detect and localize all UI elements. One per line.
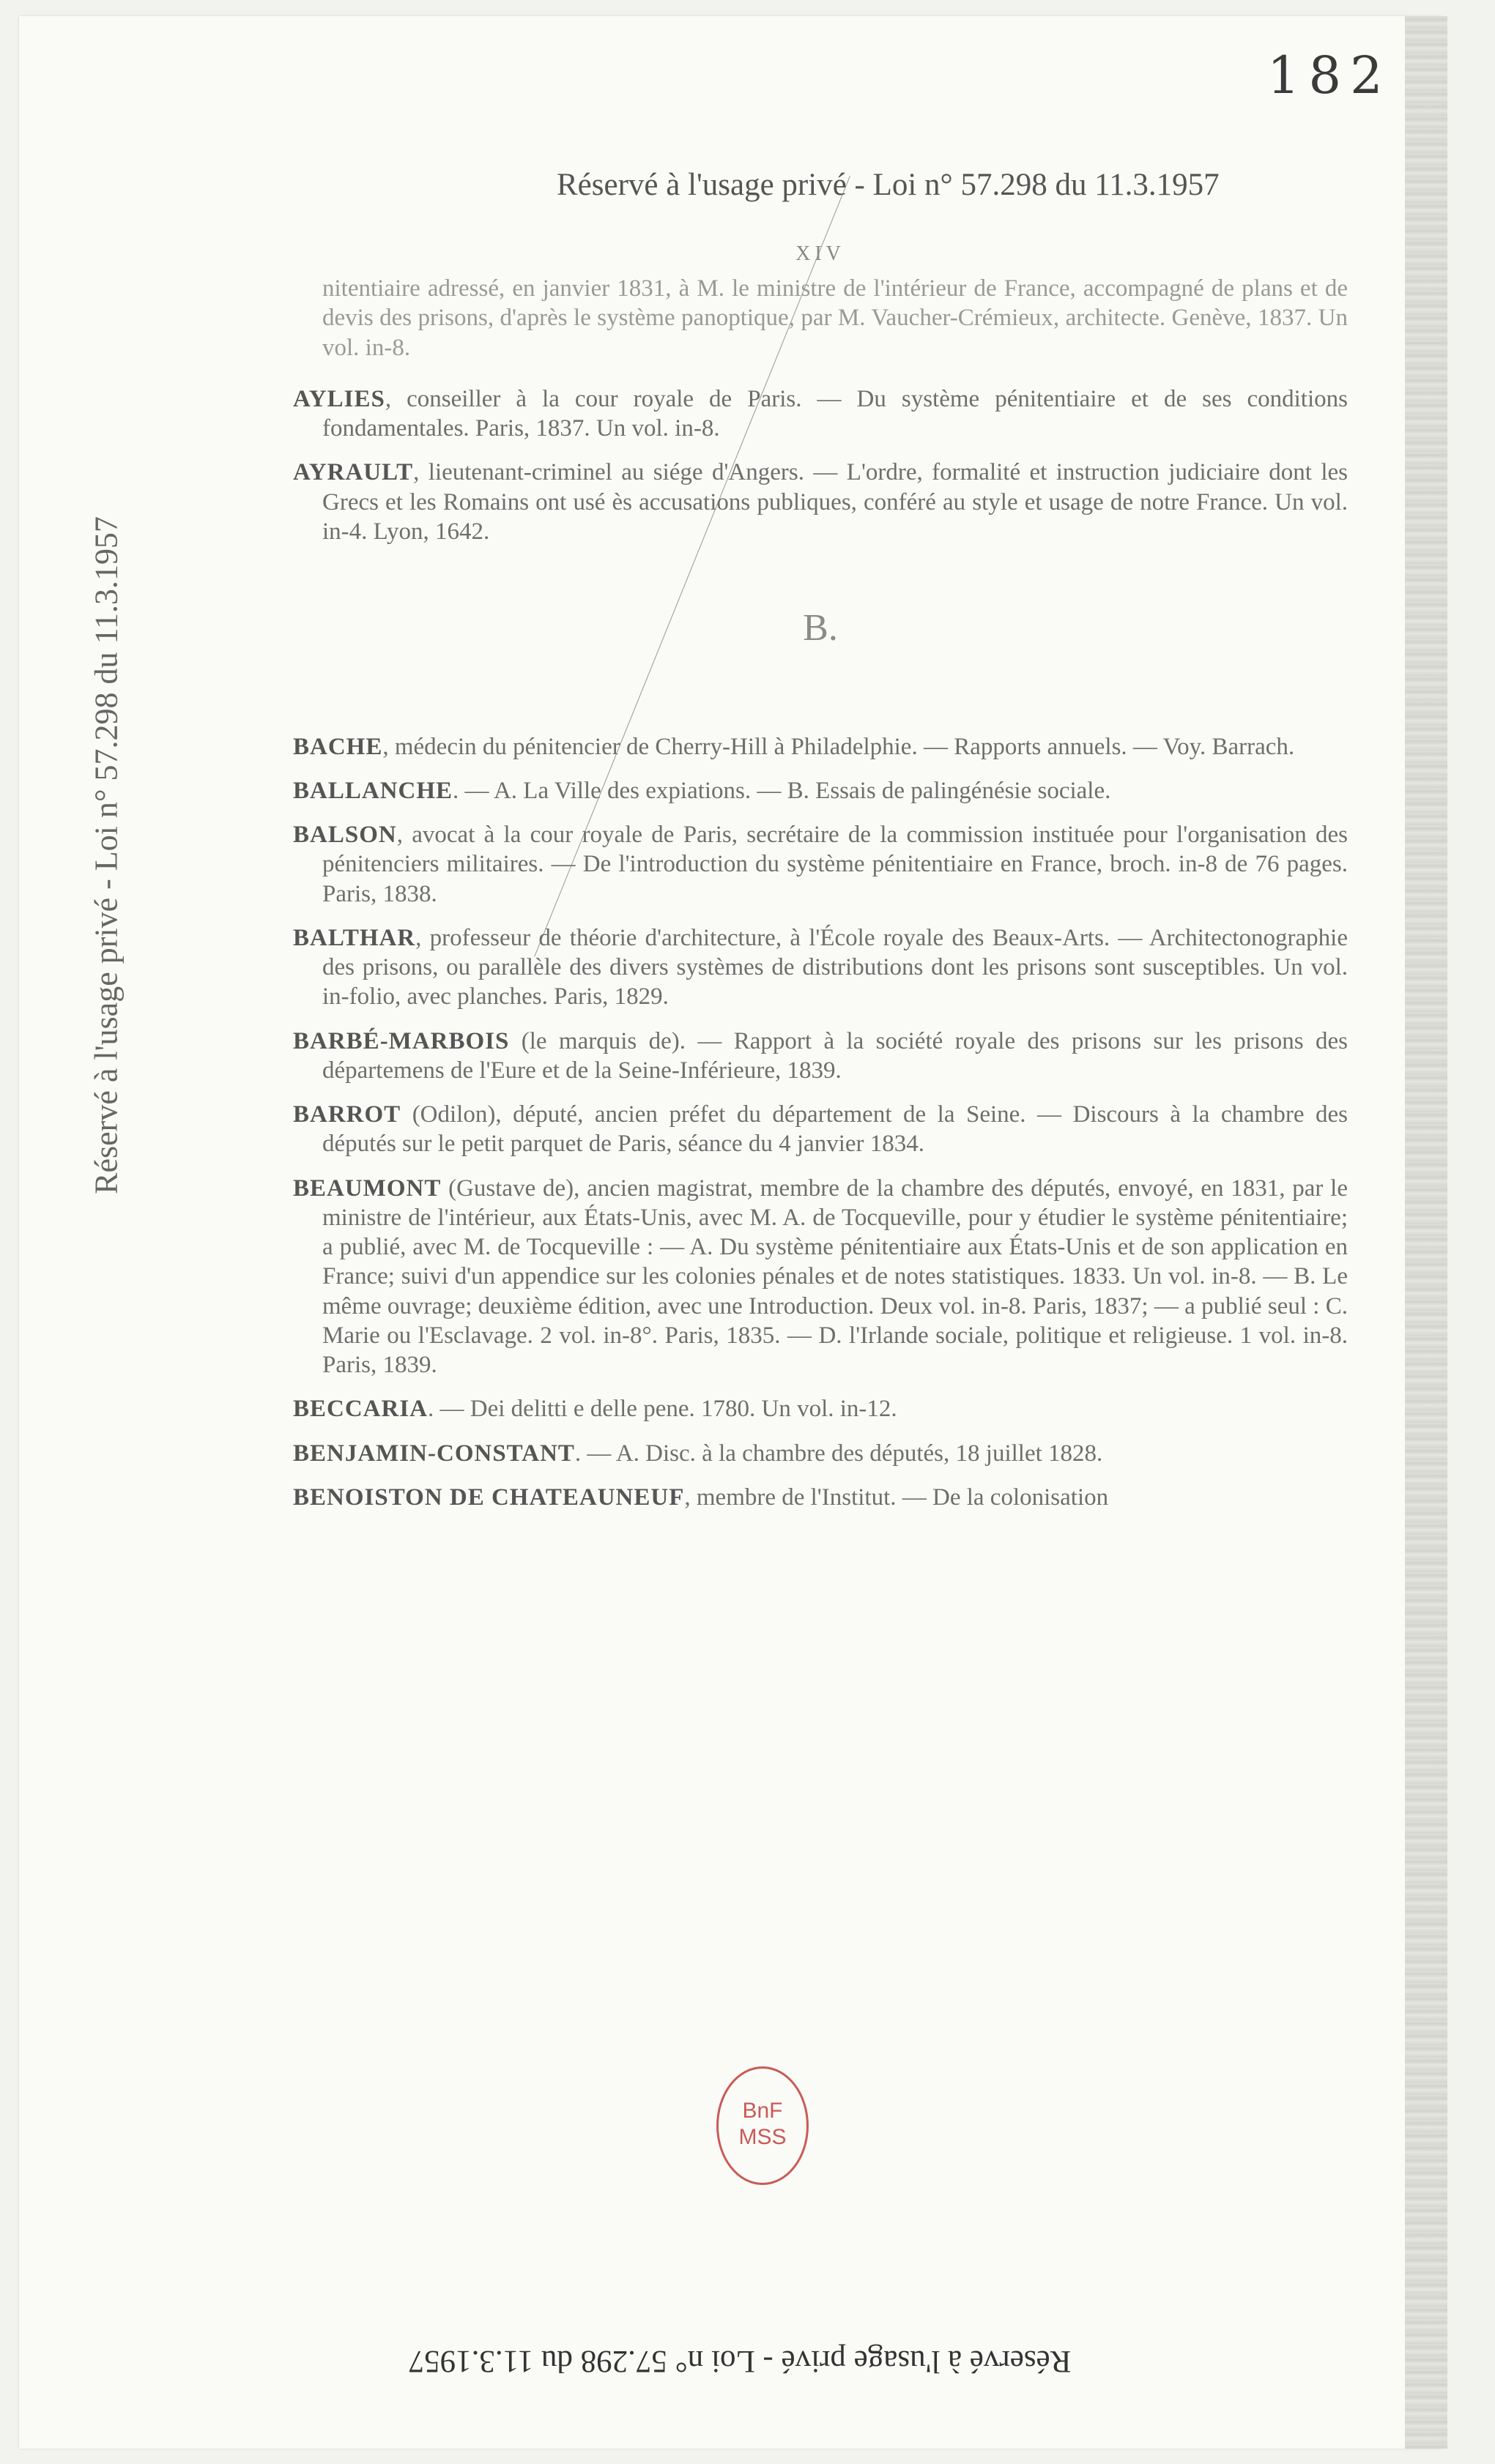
bibliography-entry — [293, 1483, 1348, 1512]
section-letter: B. — [803, 607, 838, 650]
entry-author: BARROT — [293, 1101, 401, 1128]
entries-a-list — [293, 384, 1348, 546]
entry-author: BARBÉ-MARBOIS — [293, 1027, 510, 1054]
entry-text: (Gustave de), ancien magistrat, membre de la chambre des députés, envoyé, en 1831, par le ministre de l'intérieur, aux États-Unis, avec M. A. de Tocqueville, pour y étudier le système pénitentiaire; a publié, avec M. de Tocqueville : — A. Du système pénitentiaire aux États-Unis et de son application en France; suivi d'un appendice sur les colonies pénales et de notes statistiques. 1833. Un vol. in-8. — B. Le même ouvrage; deuxième édition, avec une Introduction. Deux vol. in-8. Paris, 1837; — a publié seul : C. Marie ou l'Esclavage. 2 vol. in-8°. Paris, 1835. — D. l'Irlande sociale, politique et religieuse. 1 vol. in-8. Paris, 1839. — [322, 1175, 1348, 1379]
intro-continuation: nitentiaire adressé, en janvier 1831, à M. le ministre de l'intérieur de France, accompagné de plans et de devis des prisons, d'après le système panoptique, par M. Vaucher-Crémieux, architecte. Genève, 1837. Un vol. in-8. — [322, 275, 1348, 361]
bibliography-entry — [293, 923, 1348, 1012]
entry-text: , lieutenant-criminel au siége d'Angers. — L'ordre, formalité et instruction judiciaire dont les Grecs et les Romains ont usé ès accusations publiques, conféré au style et usage de notre France. Un vol. in-4. Lyon, 1642. — [322, 459, 1348, 545]
bibliography-entry — [293, 1439, 1348, 1468]
entry-text: . — A. Disc. à la chambre des députés, 18 juillet 1828. — [574, 1440, 1103, 1467]
seal-line-1: BnF — [742, 2099, 783, 2123]
entry-author: AYRAULT — [293, 459, 414, 486]
bibliography-entry — [293, 1027, 1348, 1086]
bibliography-entry — [293, 776, 1348, 805]
entry-author: BECCARIA — [293, 1396, 429, 1423]
usage-stamp-side: Réservé à l'usage privé - Loi n° 57.298 du 11.3.1957 — [88, 516, 125, 1194]
bibliography-entry — [293, 820, 1348, 909]
entry-text: , médecin du pénitencier de Cherry-Hill à Philadelphie. — Rapports annuels. — Voy. Barrach. — [382, 733, 1295, 760]
entry-text: , professeur de théorie d'architecture, à l'École royale des Beaux-Arts. — Architectonographie des prisons, ou parallèle des divers systèmes de distributions dont les prisons sont susceptibles. Un vol. in-folio, avec planches. Paris, 1829. — [322, 924, 1348, 1010]
entry-text: , conseiller à la cour royale de Paris. — Du système pénitentiaire et de ses conditions fondamentales. Paris, 1837. Un vol. in-8. — [322, 385, 1348, 442]
library-seal-stamp — [716, 2066, 809, 2185]
printed-text-block — [293, 242, 1348, 1527]
usage-stamp-top: Réservé à l'usage privé - Loi n° 57.298 du 11.3.1957 — [557, 168, 1220, 202]
seal-line-2: MSS — [738, 2125, 787, 2149]
bibliography-entry — [293, 384, 1348, 444]
entry-author: BALSON — [293, 822, 397, 849]
entry-text: , avocat à la cour royale de Paris, secrétaire de la commission instituée pour l'organisation des pénitenciers militaires. — De l'introduction du système pénitentiaire en France, broch. in-8 de 76 pages. Paris, 1838. — [322, 822, 1348, 907]
running-header: XIV — [795, 242, 845, 265]
entry-author: BENOISTON DE CHATEAUNEUF — [293, 1484, 685, 1511]
bibliography-entry — [293, 732, 1348, 762]
bibliography-entry — [293, 1174, 1348, 1380]
entry-author: BACHE — [293, 733, 383, 760]
entry-author: BALLANCHE — [293, 777, 453, 804]
entry-author: AYLIES — [293, 385, 385, 412]
usage-stamp-bottom: Réservé à l'usage privé - Loi n° 57.298 du 11.3.1957 — [408, 2344, 1072, 2378]
page-edge — [1405, 16, 1447, 2449]
entry-text: (le marquis de). — Rapport à la société royale des prisons sur les prisons des départemens de l'Eure et de la Seine-Inférieure, 1839. — [322, 1027, 1348, 1084]
entry-text: (Odilon), député, ancien préfet du département de la Seine. — Discours à la chambre des députés sur le petit parquet de Paris, séance du 4 janvier 1834. — [322, 1101, 1348, 1158]
entry-author: BALTHAR — [293, 924, 416, 951]
entry-text: . — Dei delitti e delle pene. 1780. Un vol. in-12. — [428, 1396, 897, 1423]
entry-text: , membre de l'Institut. — De la colonisation — [684, 1484, 1109, 1511]
entry-author: BEAUMONT — [293, 1175, 442, 1202]
bibliography-entry — [293, 458, 1348, 546]
bibliography-entry — [293, 1394, 1348, 1423]
entry-text: . — A. La Ville des expiations. — B. Essais de palingénésie sociale. — [453, 777, 1111, 804]
entries-b-list — [293, 732, 1348, 1513]
entry-author: BENJAMIN-CONSTANT — [293, 1440, 575, 1467]
bibliography-entry — [293, 1100, 1348, 1159]
page-number: 182 — [1267, 45, 1392, 105]
